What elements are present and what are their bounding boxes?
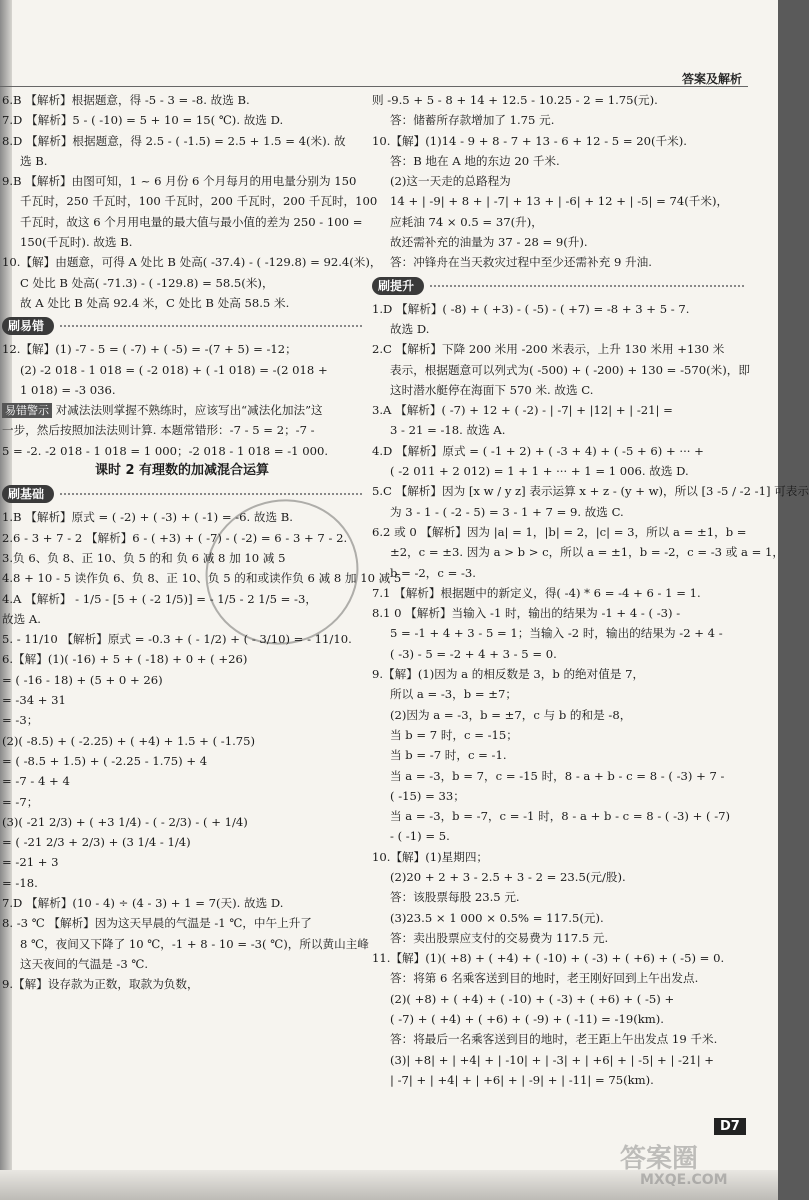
answer-text: 6.【解】(1)( -16) + 5 + ( -18) + 0 + ( +26) [2, 652, 248, 667]
answer-text: 11.【解】(1)( +8) + ( +4) + ( -10) + ( -3) + ( +6) + ( -5) = 0. [372, 951, 725, 966]
answer-text: 10.【解】(1)14 - 9 + 8 - 7 + 13 - 6 + 12 - 5 = 20(千米). [372, 133, 687, 148]
answer-text: = ( -8.5 + 1.5) + ( -2.25 - 1.75) + 4 [2, 753, 208, 768]
answer-line [372, 1029, 744, 1049]
answer-text: 答：冲锋舟在当天救灾过程中至少还需补充 9 升油. [390, 255, 652, 270]
answer-line [372, 563, 744, 583]
answer-text: = -18. [2, 875, 38, 890]
answer-text: 千瓦时，250 千瓦时，100 千瓦时，200 千瓦时，200 千瓦时，100 [20, 194, 378, 209]
answer-line [2, 690, 362, 710]
answer-text: 5.C 【解析】因为 [x w / y z] 表示运算 x + z - (y + w)，所以 [3 -5 / -2 -1] 可表示 [372, 484, 809, 499]
answer-line [2, 293, 362, 313]
answer-line [2, 273, 362, 293]
answer-text: 3.A 【解析】( -7) + 12 + ( -2) - | -7| + |12| + | -21| = [372, 403, 673, 418]
answer-text: 3 - 21 = -18. 故选 A. [390, 423, 506, 438]
answer-text: 10.【解】由题意，可得 A 处比 B 处高( -37.4) - ( -129.8) = 92.4(米)， [2, 255, 382, 270]
answer-line [2, 913, 362, 933]
answer-text: (3)| +8| + | +4| + | -10| + | -3| + | +6| + | -5| + | -21| + [390, 1052, 715, 1067]
answer-line [372, 786, 744, 806]
answer-text: ( -3) - 5 = -2 + 4 + 3 - 5 = 0. [390, 646, 557, 661]
section-badge: 刷基础 [2, 485, 54, 503]
answer-text: - ( -1) = 5. [390, 829, 450, 844]
answer-text: 这时潜水艇停在海面下 570 米. 故选 C. [390, 382, 594, 397]
answer-line [2, 380, 362, 400]
answer-text: 答：储蓄所存款增加了 1.75 元. [390, 113, 555, 128]
answer-text: 答：将第 6 名乘客送到目的地时，老王刚好回到上午出发点. [390, 971, 699, 986]
answer-line [372, 232, 744, 252]
answer-line [372, 360, 750, 380]
answer-text: 故 A 处比 B 处高 92.4 米，C 处比 B 处高 58.5 米. [20, 295, 290, 310]
answer-line [372, 1009, 744, 1029]
answer-line [372, 989, 744, 1009]
answer-text: (2) -2 018 - 1 018 = ( -2 018) + ( -1 018) = -(2 018 + [20, 362, 328, 377]
header-rule [0, 86, 748, 87]
answer-text: 故选 A. [2, 611, 41, 626]
answer-line [372, 583, 744, 603]
answer-text: 答：B 地在 A 地的东边 20 千米. [390, 153, 560, 168]
answer-line [372, 806, 744, 826]
answer-line [372, 420, 744, 440]
answer-line [372, 847, 744, 867]
section-header [2, 313, 362, 339]
section-header [372, 273, 744, 299]
answer-text: 故还需补充的油量为 37 - 28 = 9(升). [390, 235, 588, 250]
answer-text: 2.C 【解析】下降 200 米用 -200 米表示，上升 130 米用 +130 米 [372, 342, 725, 357]
answer-line [372, 1050, 744, 1070]
answer-line [372, 887, 744, 907]
answer-text: = -34 + 31 [2, 693, 66, 708]
answer-text: 150(千瓦时). 故选 B. [20, 235, 133, 250]
section-badge: 刷易错 [2, 317, 54, 335]
answer-text: 8.1 0 【解析】当输入 -1 时，输出的结果为 -1 + 4 - ( -3) - [372, 606, 681, 621]
answer-text: 6.2 或 0 【解析】因为 |a| = 1，|b| = 2，|c| = 3，所以 a = ±1，b = [372, 524, 747, 539]
answer-line [372, 644, 744, 664]
answer-text: (2)这一天走的总路程为 [390, 174, 511, 189]
answer-line [372, 319, 744, 339]
answer-text: 8 ℃，夜间又下降了 10 ℃，-1 + 8 - 10 = -3( ℃)，所以黄山主峰 [20, 936, 369, 951]
answer-text: (2)因为 a = -3，b = ±7，c 与 b 的和是 -8， [390, 707, 632, 722]
answer-line [2, 339, 362, 359]
answer-line [2, 252, 382, 272]
answer-line [372, 705, 744, 725]
answer-text: 6.B 【解析】根据题意，得 -5 - 3 = -8. 故选 B. [2, 93, 250, 107]
answer-line [2, 131, 362, 151]
answer-text: 5 = -1 + 4 + 3 - 5 = 1；当输入 -2 时，输出的结果为 -2 + 4 - [390, 626, 723, 641]
answer-text: (3)23.5 × 1 000 × 0.5% = 117.5(元). [390, 910, 604, 925]
answer-line [2, 792, 362, 812]
answer-line [372, 684, 744, 704]
answer-line [2, 974, 362, 994]
answer-line [372, 461, 744, 481]
answer-text: 这天夜间的气温是 -3 ℃. [20, 956, 149, 971]
answer-line [2, 893, 362, 913]
answer-text: (2)20 + 2 + 3 - 2.5 + 3 - 2 = 23.5(元/股). [390, 869, 626, 884]
answer-line [372, 191, 744, 211]
answer-line [2, 360, 362, 380]
answer-line [372, 603, 744, 623]
page-header-title: 答案及解析 [681, 72, 742, 86]
answer-line [2, 441, 362, 461]
answer-text: 1 018) = -3 036. [20, 382, 116, 397]
answer-line [2, 852, 362, 872]
answer-text: 5 = -2. -2 018 - 1 018 = 1 000；-2 018 - 1 018 = -1 000. [2, 443, 329, 458]
answer-text: C 处比 B 处高( -71.3) - ( -129.8) = 58.5(米)， [20, 275, 274, 290]
answer-text: 5. - 11/10 【解析】原式 = -0.3 + ( - 1/2) + ( - 3/10) = - 11/10. [2, 632, 352, 647]
answer-text: 7.D 【解析】5 - ( -10) = 5 + 10 = 15( ℃). 故选 D. [2, 113, 284, 128]
answer-line [372, 252, 744, 272]
answer-text: 所以 a = -3，b = ±7； [390, 687, 517, 702]
dotted-divider [430, 285, 744, 287]
answer-line [372, 339, 744, 359]
answer-text: ( -2 011 + 2 012) = 1 + 1 + ··· + 1 = 1 006. 故选 D. [390, 464, 689, 479]
watermark-url: MXQE.COM [640, 1172, 728, 1188]
answer-text: 7.1 【解析】根据题中的新定义，得( -4) * 6 = -4 + 6 - 1 = 1. [372, 585, 701, 600]
answer-line [372, 90, 744, 110]
answer-line [372, 948, 744, 968]
answer-text: 9.【解】(1)因为 a 的相反数是 3，b 的绝对值是 7， [372, 667, 645, 682]
answer-line [372, 400, 744, 420]
answer-line [2, 934, 369, 954]
answer-text: 表示，根据题意可以列式为( -500) + ( -200) + 130 = -570(米)，即 [390, 362, 750, 377]
answer-line [2, 400, 362, 420]
answer-line [2, 191, 378, 211]
answer-line [372, 623, 744, 643]
answer-line [372, 131, 744, 151]
answer-line [372, 725, 744, 745]
answer-line [2, 151, 362, 171]
answer-text: ±2，c = ±3. 因为 a > b > c，所以 a = ±1，b = -2，c = -3 或 a = 1， [390, 545, 784, 560]
answer-line [372, 151, 744, 171]
answer-text: 2.6 - 3 + 7 - 2 【解析】6 - ( +3) + ( -7) - ( -2) = 6 - 3 + 7 - 2. [2, 530, 348, 545]
answer-text: = -7； [2, 794, 39, 809]
answer-line [2, 812, 362, 832]
answer-text: 当 b = -7 时，c = -1. [390, 748, 507, 763]
answer-line [372, 766, 744, 786]
answer-line [372, 968, 744, 988]
answer-text: 14 + | -9| + 8 + | -7| + 13 + | -6| + 12 + | -5| = 74(千米)， [390, 194, 729, 209]
answer-text: = -7 - 4 + 4 [2, 774, 70, 789]
answer-line [372, 928, 744, 948]
answer-line [2, 751, 362, 771]
answer-text: 4.D 【解析】原式 = ( -1 + 2) + ( -3 + 4) + ( -5 + 6) + ··· + [372, 443, 704, 458]
answer-text: 3.负 6、负 8、正 10、负 5 的和 负 6 减 8 加 10 减 5 [2, 550, 286, 565]
answer-line [372, 908, 744, 928]
answer-line [2, 710, 362, 730]
answer-text: = ( -16 - 18) + (5 + 0 + 26) [2, 672, 163, 687]
answer-line [372, 380, 744, 400]
answer-line [2, 954, 362, 974]
answer-text: = ( -21 2/3 + 2/3) + (3 1/4 - 1/4) [2, 835, 191, 850]
answer-line [372, 542, 784, 562]
answer-text: 7.D 【解析】(10 - 4) ÷ (4 - 3) + 1 = 7(天). 故选 D. [2, 895, 284, 910]
answer-text: = -3； [2, 713, 39, 728]
answer-text: 当 a = -3，b = 7，c = -15 时，8 - a + b - c = 8 - ( -3) + 7 - [390, 768, 725, 783]
answer-line [2, 873, 362, 893]
answer-text: 当 a = -3，b = -7，c = -1 时，8 - a + b - c = 8 - ( -3) + ( -7) [390, 809, 731, 824]
answer-line [2, 110, 362, 130]
answer-line [372, 867, 744, 887]
answer-text: | -7| + | +4| + | +6| + | -9| + | -11| = 75(km). [390, 1072, 654, 1087]
answer-line [2, 771, 362, 791]
answer-text: 一步，然后按照加法法则计算. 本题常错形：-7 - 5 = 2；-7 - [2, 423, 315, 438]
answer-line [372, 212, 744, 232]
page-number: D7 [714, 1118, 746, 1135]
answer-text: 4.8 + 10 - 5 读作负 6、负 8、正 10、负 5 的和或读作负 6 减 8 加 10 减 5 [2, 571, 402, 586]
answer-line [2, 670, 362, 690]
answer-text: 选 B. [20, 153, 48, 168]
answer-line [372, 522, 747, 542]
answer-line [372, 502, 744, 522]
answer-text: 当 b = 7 时，c = -15； [390, 727, 518, 742]
answer-text: 12.【解】(1) -7 - 5 = ( -7) + ( -5) = -(7 + 5) = -12； [2, 342, 297, 357]
answer-text: ( -15) = 33； [390, 788, 465, 803]
answer-text: 8. -3 ℃ 【解析】因为这天早晨的气温是 -1 ℃，中午上升了 [2, 916, 312, 931]
answer-text: 故选 D. [390, 321, 430, 336]
warning-tag: 易错警示 [2, 403, 52, 418]
answer-text: 对减法法则掌握不熟练时，应该写出“减法化加法”这 [52, 403, 323, 418]
right-column [372, 90, 809, 1090]
answer-line [372, 441, 744, 461]
dotted-divider [60, 493, 362, 495]
answer-line [372, 110, 744, 130]
dotted-divider [60, 325, 362, 327]
answer-line [2, 232, 362, 252]
answer-text: 9.B 【解析】由图可知，1 ~ 6 月份 6 个月每月的用电量分别为 150 [2, 174, 357, 189]
answer-line [2, 649, 362, 669]
answer-line [2, 731, 362, 751]
answer-text: (2)( +8) + ( +4) + ( -10) + ( -3) + ( +6) + ( -5) + [390, 991, 675, 1006]
answer-text: 答：该股票每股 23.5 元. [390, 890, 520, 905]
answer-text: 千瓦时，故这 6 个月用电量的最大值与最小值的差为 250 - 100 = [20, 214, 363, 229]
answer-text: 8.D 【解析】根据题意，得 2.5 - ( -1.5) = 2.5 + 1.5 = 4(米). 故 [2, 133, 346, 148]
answer-line [372, 664, 744, 684]
answer-text: 则 -9.5 + 5 - 8 + 14 + 12.5 - 10.25 - 2 = 1.75(元). [372, 93, 658, 107]
answer-text: (3)( -21 2/3) + ( +3 1/4) - ( - 2/3) - ( + 1/4) [2, 814, 248, 829]
answer-line [372, 481, 809, 501]
answer-line [2, 420, 362, 440]
answer-text: (2)( -8.5) + ( -2.25) + ( +4) + 1.5 + ( -1.75) [2, 733, 256, 748]
answer-text: 9.【解】设存款为正数，取款为负数， [2, 977, 199, 992]
answer-text: 10.【解】(1)星期四； [372, 849, 489, 864]
answer-text: = -21 + 3 [2, 855, 59, 870]
answer-text: 应耗油 74 × 0.5 = 37(升)， [390, 214, 543, 229]
answer-line [372, 171, 744, 191]
answer-line [372, 745, 744, 765]
answer-text: 答：将最后一名乘客送到目的地时，老王距上午出发点 19 千米. [390, 1032, 718, 1047]
watermark-brand: 答案圈 [620, 1144, 699, 1174]
answer-line [372, 826, 744, 846]
answer-text: 1.B 【解析】原式 = ( -2) + ( -3) + ( -1) = -6. 故选 B. [2, 510, 293, 525]
answer-line [372, 1070, 744, 1090]
answer-line [2, 90, 362, 110]
answer-line [372, 299, 744, 319]
answer-text: 1.D 【解析】( -8) + ( +3) - ( -5) - ( +7) = -8 + 3 + 5 - 7. [372, 301, 690, 316]
lesson-title: 课时 2 有理数的加减混合运算 [94, 463, 270, 479]
answer-text: 4.A 【解析】 - 1/5 - [5 + ( -2 1/5)] = - 1/5 - 2 1/5 = -3， [2, 591, 317, 606]
answer-line [2, 212, 362, 232]
answer-text: 答：卖出股票应支付的交易费为 117.5 元. [390, 930, 609, 945]
answer-text: b = -2，c = -3. [390, 565, 476, 580]
answer-text: ( -7) + ( +4) + ( +6) + ( -9) + ( -11) = -19(km). [390, 1012, 664, 1027]
answer-line [2, 171, 362, 191]
answer-text: 为 3 - 1 - ( -2 - 5) = 3 - 1 + 7 = 9. 故选 C. [390, 504, 624, 519]
section-badge: 刷提升 [372, 277, 424, 295]
answer-line [2, 832, 362, 852]
